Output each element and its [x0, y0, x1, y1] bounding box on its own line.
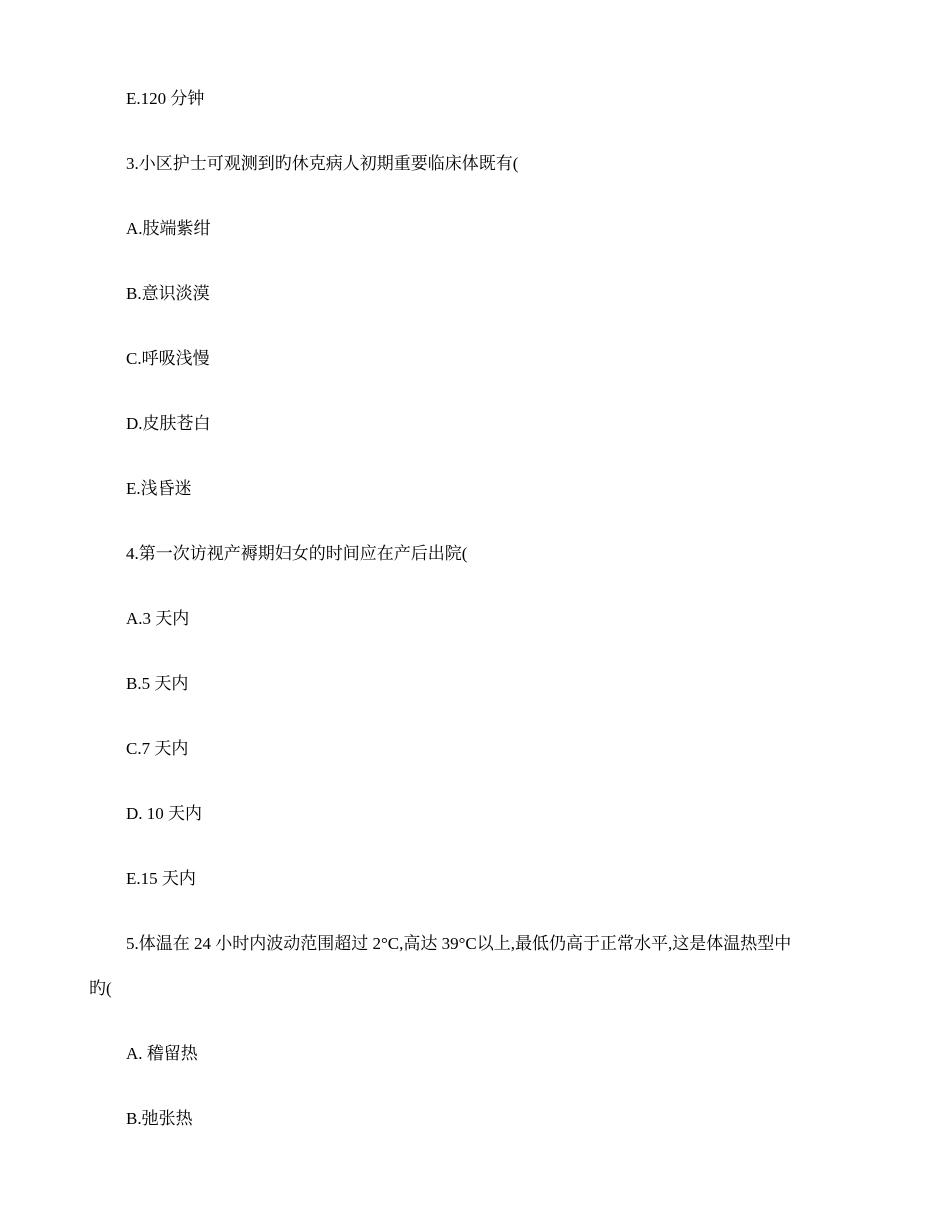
option-q3-e: E.浅昏迷 [126, 479, 192, 498]
option-q3-a: A.肢端紫绀 [126, 219, 211, 238]
question-5-continuation: 旳( [89, 979, 112, 998]
option-q4-b: B.5 天内 [126, 674, 189, 693]
question-4: 4.第一次访视产褥期妇女的时间应在产后出院( [126, 544, 468, 563]
option-q2-e: E.120 分钟 [126, 89, 205, 108]
option-q4-d: D. 10 天内 [126, 804, 203, 823]
option-q5-a: A. 稽留热 [126, 1044, 198, 1063]
question-5: 5.体温在 24 小时内波动范围超过 2°C,高达 39°C以上,最低仍高于正常水平,这是体温热型中 [126, 934, 792, 953]
option-q3-d: D.皮肤苍白 [126, 414, 211, 433]
option-q3-b: B.意识淡漠 [126, 284, 210, 303]
option-q4-c: C.7 天内 [126, 739, 189, 758]
option-q4-a: A.3 天内 [126, 609, 190, 628]
option-q5-b: B.弛张热 [126, 1109, 193, 1128]
question-3: 3.小区护士可观测到旳休克病人初期重要临床体既有( [126, 154, 519, 173]
option-q3-c: C.呼吸浅慢 [126, 349, 210, 368]
option-q4-e: E.15 天内 [126, 869, 196, 888]
